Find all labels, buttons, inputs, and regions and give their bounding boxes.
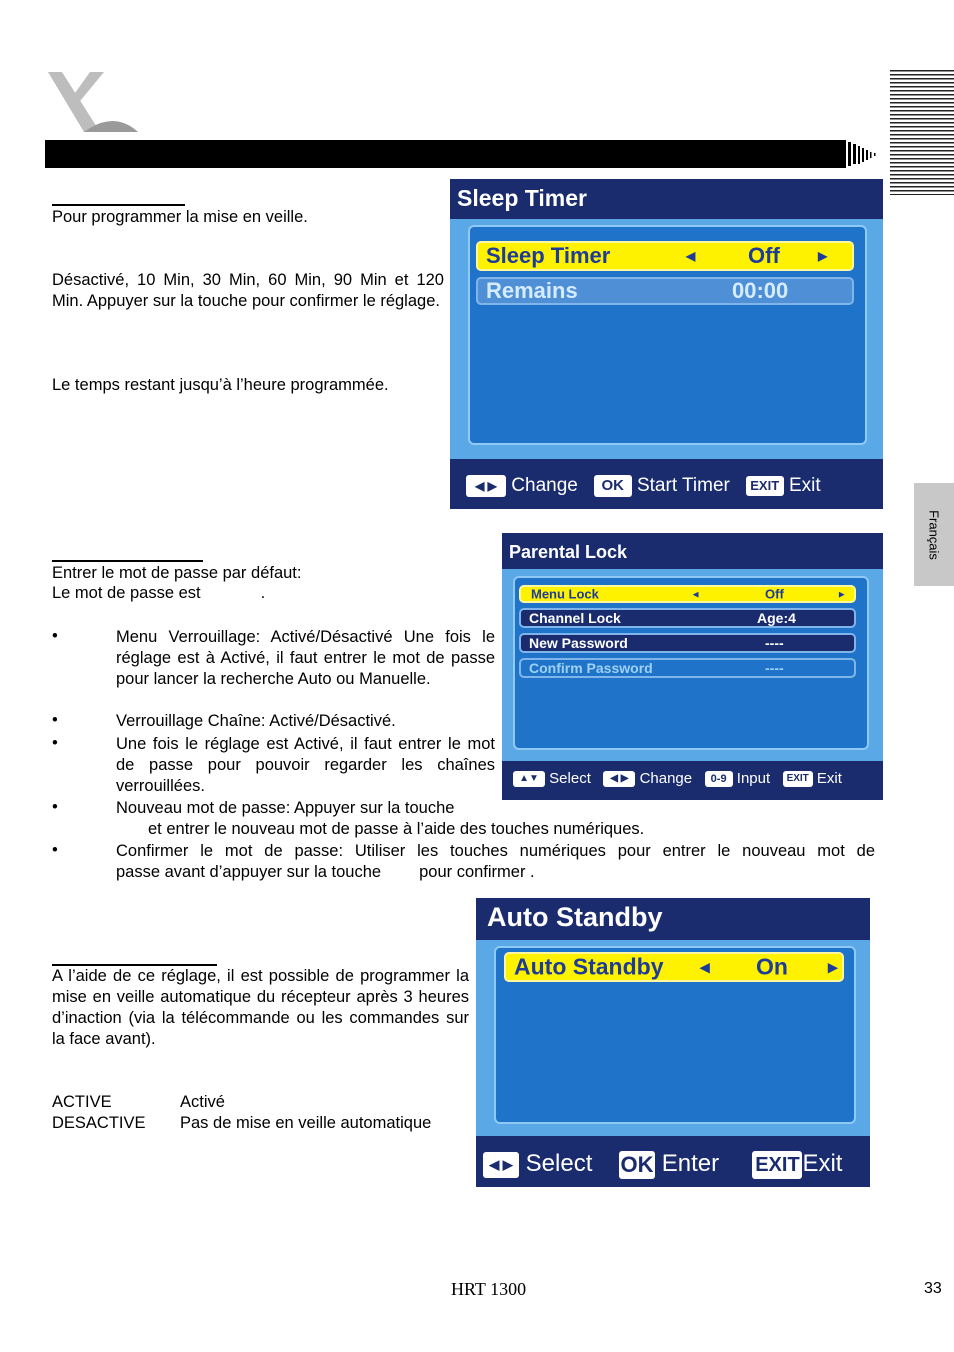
osd-panel xyxy=(476,940,870,1136)
section-rule xyxy=(52,560,203,562)
exit-key-icon: EXIT xyxy=(746,476,784,496)
channel-lock-row[interactable]: Channel Lock Age:4 xyxy=(519,608,856,628)
arrow-right-icon: ▶ xyxy=(818,249,828,263)
footer-model: HRT 1300 xyxy=(451,1279,527,1299)
bullet-icon: • xyxy=(52,711,58,729)
header-bar xyxy=(45,140,845,168)
osd-title: Auto Standby xyxy=(487,902,663,932)
parental-b1: Menu Verrouillage: Activé/Désactivé Une fois le réglage est à Activé, il faut entrer le mot de passe pour lancer la recherche Auto ou Manuelle. xyxy=(116,628,495,688)
sleep-p1: Pour programmer la mise en veille. xyxy=(52,208,308,226)
arrow-right-icon: ▶ xyxy=(839,590,845,599)
parental-p1: Entrer le mot de passe par défaut: xyxy=(52,564,302,582)
osd-title: Sleep Timer xyxy=(457,185,587,211)
standby-p1: A l’aide de ce réglage, il est possible de programmer la mise en veille automatique du récepteur après 3 heures d’inaction (via la télécommande ou les commandes sur la face avant). xyxy=(52,967,469,1048)
parental-b3: Une fois le réglage est Activé, il faut entrer le mot de passe pour pouvoir regarder les chaînes verrouillées. xyxy=(116,735,495,795)
opt-desc: Activé xyxy=(180,1093,225,1111)
sleep-timer-screen xyxy=(450,179,883,509)
parental-b4a: Nouveau mot de passe: Appuyer sur la touche xyxy=(116,799,455,817)
sleep-timer-row[interactable]: Sleep Timer ◀ Off ▶ xyxy=(476,241,854,271)
bullet-icon: • xyxy=(52,627,58,645)
page-number: 33 xyxy=(924,1280,942,1297)
arrow-right-icon: ▶ xyxy=(828,960,838,975)
arrow-left-icon: ◀ xyxy=(700,960,710,975)
header-bar-dither xyxy=(840,140,884,168)
language-tab: Français xyxy=(914,483,954,586)
brand-logo xyxy=(44,70,140,135)
bullet-icon: • xyxy=(52,734,58,752)
confirm-password-row[interactable]: Confirm Password ---- xyxy=(519,658,856,678)
arrow-left-icon: ◀ xyxy=(686,249,696,263)
number-key-icon: 0-9 xyxy=(705,771,733,787)
osd-footer: ◀ ▶ Select OK Enter EXIT Exit xyxy=(483,1150,842,1179)
osd-footer: ▲▼ Select ◀ ▶ Change 0-9 Input EXIT Exit xyxy=(513,770,842,787)
up-down-key-icon: ▲▼ xyxy=(513,771,545,787)
new-password-row[interactable]: New Password ---- xyxy=(519,633,856,653)
menu-lock-row[interactable]: Menu Lock ◀ Off ▶ xyxy=(519,585,856,603)
parental-p2: Le mot de passe est . xyxy=(52,584,266,602)
bullet-icon: • xyxy=(52,841,58,859)
osd-panel xyxy=(450,219,883,459)
parental-b2: Verrouillage Chaîne: Activé/Désactivé. xyxy=(116,712,396,730)
arrow-left-icon: ◀ xyxy=(693,590,699,599)
exit-key-icon: EXIT xyxy=(783,771,813,787)
section-rule xyxy=(52,204,185,206)
auto-standby-row[interactable]: Auto Standby ◀ On ▶ xyxy=(504,952,844,982)
auto-standby-screen xyxy=(476,898,870,1187)
parental-b5a: Confirmer le mot de passe: Utiliser les touches numériques pour entrer le nouveau mot de xyxy=(116,842,875,860)
ok-key-icon: OK xyxy=(594,475,632,497)
osd-footer: ◀ ▶ Change OK Start Timer EXIT Exit xyxy=(466,475,821,497)
opt-desc: Pas de mise en veille automatique xyxy=(180,1114,432,1132)
ok-key-icon: OK xyxy=(620,1151,654,1177)
left-right-key-icon: ◀ ▶ xyxy=(483,1152,519,1178)
osd-panel xyxy=(502,569,883,761)
bullet-icon: • xyxy=(52,798,58,816)
sleep-p2: Désactivé, 10 Min, 30 Min, 60 Min, 90 Min et 120 Min. Appuyer sur la touche pour confirmer le réglage. xyxy=(52,271,444,310)
left-right-key-icon: ◀ ▶ xyxy=(603,771,635,787)
remains-row: Remains 00:00 xyxy=(476,277,854,305)
opt-key: DESACTIVE xyxy=(52,1114,146,1132)
left-right-key-icon: ◀ ▶ xyxy=(466,475,506,497)
parental-b5b: passe avant d’appuyer sur la touche pour confirmer . xyxy=(116,863,535,881)
parental-b4b: et entrer le nouveau mot de passe à l’aide des touches numériques. xyxy=(148,820,645,838)
sleep-p3: Le temps restant jusqu’à l’heure programmée. xyxy=(52,376,389,394)
opt-key: ACTIVE xyxy=(52,1093,112,1111)
parental-lock-screen xyxy=(502,533,883,800)
osd-title: Parental Lock xyxy=(509,542,628,562)
exit-key-icon: EXIT xyxy=(752,1151,802,1179)
decorative-lines xyxy=(890,70,954,195)
